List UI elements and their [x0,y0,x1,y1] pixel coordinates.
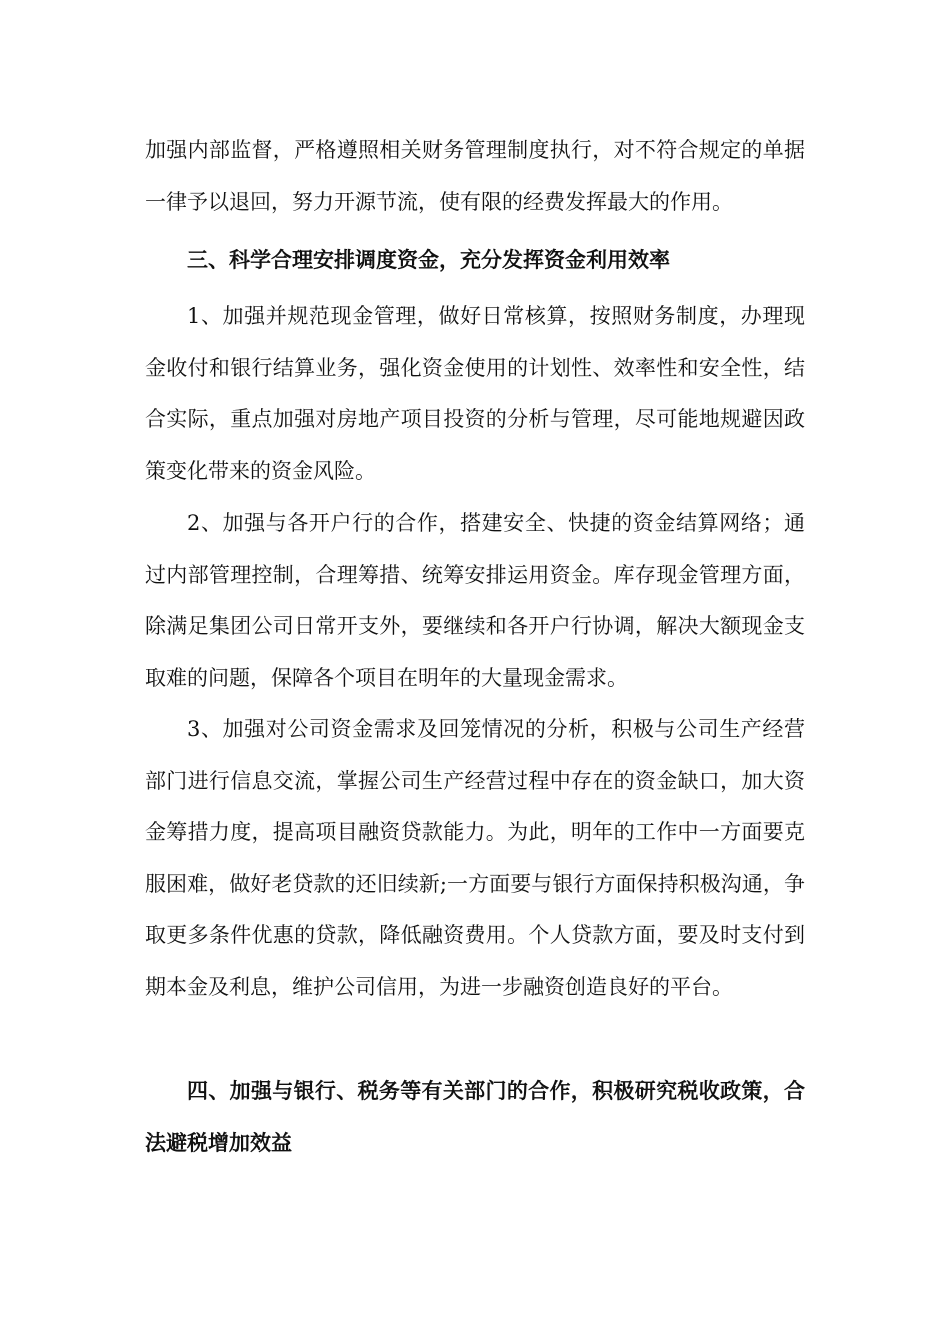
item-3-paragraph: 3、加强对公司资金需求及回笼情况的分析，积极与公司生产经营部门进行信息交流，掌握公司生产经营过程中存在的资金缺口，加大资金筹措力度，提高项目融资贷款能力。为此，明年的工作中一方面要克服困难，做好老贷款的还旧续新;一方面要与银行方面保持积极沟通，争取更多条件优惠的贷款，降低融资费用。个人贷款方面，要及时支付到期本金及利息，维护公司信用，为进一步融资创造良好的平台。 [145,717,805,999]
section-4-heading: 四、加强与银行、税务等有关部门的合作，积极研究税收政策，合法避税增加效益 [145,1078,805,1155]
item-1-paragraph: 1、加强并规范现金管理，做好日常核算，按照财务制度，办理现金收付和银行结算业务，强化资金使用的计划性、效率性和安全性，结合实际，重点加强对房地产项目投资的分析与管理，尽可能地规避因政策变化带来的资金风险。 [145,304,805,483]
intro-paragraph: 加强内部监督，严格遵照相关财务管理制度执行，对不符合规定的单据一律予以退回，努力开源节流，使有限的经费发挥最大的作用。 [145,138,805,214]
section-3-heading: 三、科学合理安排调度资金，充分发挥资金利用效率 [187,247,670,272]
item-2-paragraph: 2、加强与各开户行的合作，搭建安全、快捷的资金结算网络；通过内部管理控制，合理筹措、统筹安排运用资金。库存现金管理方面，除满足集团公司日常开支外，要继续和各开户行协调，解决大额现金支取难的问题，保障各个项目在明年的大量现金需求。 [145,511,805,690]
